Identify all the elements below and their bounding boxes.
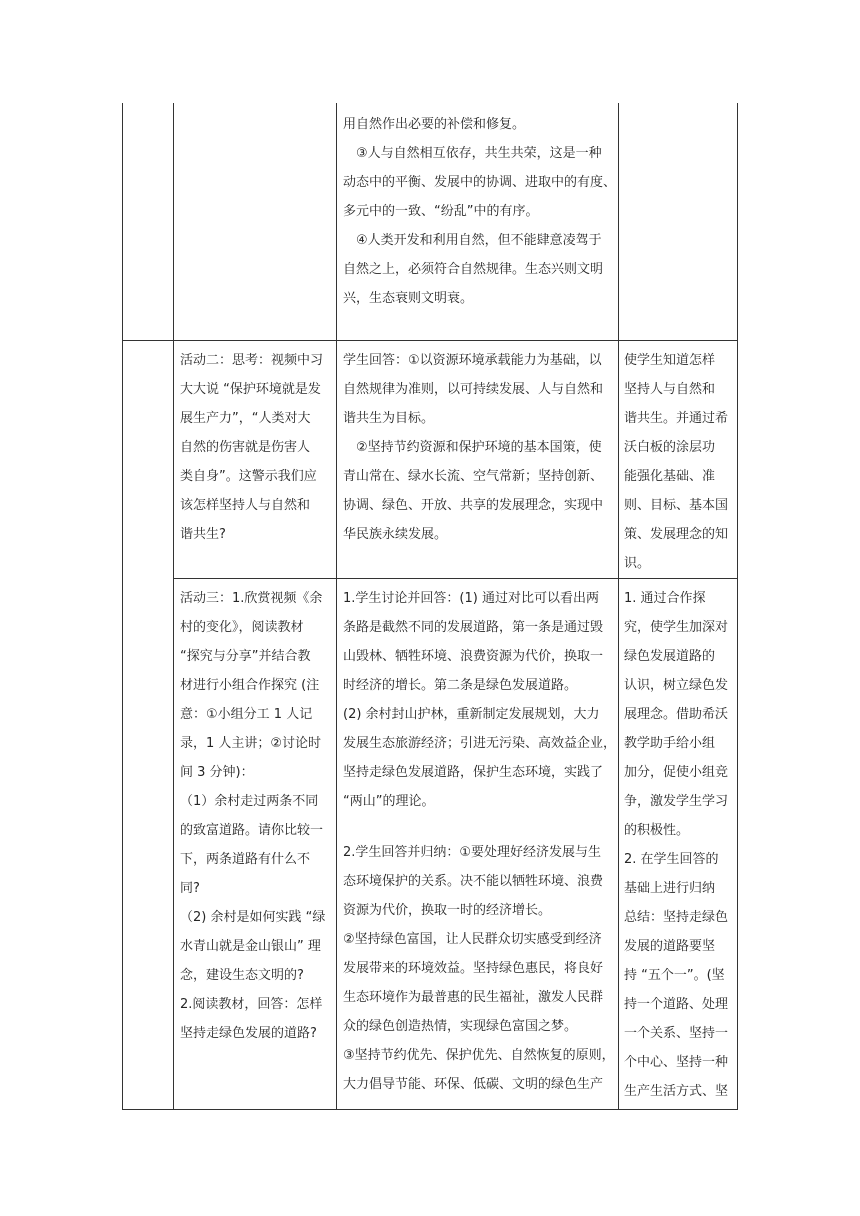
text-line: （1）余村走过两条不同 (180, 794, 319, 809)
text-line: 用自然作出必要的补偿和修复。 (343, 117, 526, 132)
text-line: 自然的伤害就是伤害人 (180, 440, 311, 455)
text-line: ②坚持节约资源和保护环境的基本国策，使 (343, 440, 602, 455)
text-line: （2) 余村是如何实践 “绿 (180, 910, 326, 925)
text-line: 该怎样坚持人与自然和 (180, 498, 311, 513)
text-line: 众的绿色创造热情，实现绿色富国之梦。 (343, 1019, 578, 1034)
text-line: 念，建设生态文明的? (180, 968, 304, 983)
text-line: 华民族永续发展。 (343, 527, 448, 542)
row1-student-cell (343, 110, 617, 313)
text-line: 则、目标、基本国 (624, 498, 729, 513)
text-line: 能强化基础、准 (624, 469, 716, 484)
table-border-right (737, 103, 738, 1110)
text-line: 认识，树立绿色发 (624, 678, 729, 693)
column-divider-2 (336, 103, 337, 1110)
text-line: “两山”的理论。 (343, 794, 435, 809)
column-divider-1 (173, 103, 174, 1110)
table-border-bottom (122, 1109, 738, 1110)
text-line: 类自身”。这警示我们应 (180, 469, 317, 484)
text-line: 资源为代价，换取一时的经济增长。 (343, 903, 552, 918)
text-line: 协调、绿色、开放、共享的发展理念，实现中 (343, 498, 604, 513)
text-line: 坚持人与自然和 (624, 382, 716, 397)
text-line: ②坚持绿色富国，让人民群众切实感受到经济 (343, 932, 602, 947)
text-line: 材进行小组合作探究 (注 (180, 678, 320, 693)
text-line: 持 “五个一”。(坚 (624, 968, 725, 983)
text-line: 村的变化》，阅读教材 (180, 620, 304, 635)
text-line: 1. 通过合作探 (624, 591, 706, 606)
text-line: 谐共生。并通过希 (624, 411, 729, 426)
text-line: 发展生态旅游经济；引进无污染、高效益企业， (343, 736, 617, 751)
column-divider-3 (618, 103, 619, 1110)
text-line: 活动二：思考：视频中习 (180, 353, 324, 368)
text-line: 自然规律为准则，以可持续发展、人与自然和 (343, 382, 604, 397)
text-line: 态环境保护的关系。决不能以牺牲环境、浪费 (343, 874, 604, 889)
text-line: 展理念。借助希沃 (624, 707, 729, 722)
text-line: 2.阅读教材，回答：怎样 (180, 997, 323, 1012)
text-line: 谐共生? (180, 527, 226, 542)
text-line: 间 3 分钟)： (180, 765, 254, 780)
text-line: 生态环境作为最普惠的民生福祉，激发人民群 (343, 990, 604, 1005)
text-line: 条路是截然不同的发展道路，第一条是通过毁 (343, 620, 604, 635)
text-line: 坚持走绿色发展道路，保护生态环境，实践了 (343, 765, 604, 780)
text-line: 总结：坚持走绿色 (624, 910, 729, 925)
text-line: 发展带来的环境效益。坚持绿色惠民，将良好 (343, 961, 604, 976)
text-line: 下，两条道路有什么不 (180, 852, 311, 867)
text-line: 谐共生为目标。 (343, 411, 435, 426)
text-line: 个中心、坚持一种 (624, 1055, 729, 1070)
text-line: 识。 (624, 556, 651, 571)
text-line: 活动三：1.欣赏视频《余 (180, 591, 323, 606)
text-line: 学生回答：①以资源环境承载能力为基础，以 (343, 353, 602, 368)
text-line: 青山常在、绿水长流、空气常新；坚持创新、 (343, 469, 604, 484)
text-line: 水青山就是金山银山” 理 (180, 939, 321, 954)
text-line: 同? (180, 881, 200, 896)
text-line: 录，1 人主讲；②讨论时 (180, 736, 322, 751)
text-line: 发展的道路要坚 (624, 939, 716, 954)
text-line: 意：①小组分工 1 人记 (180, 707, 313, 722)
text-line: 多元中的一致、“纷乱”中的有序。 (343, 204, 539, 219)
text-line: 究，使学生加深对 (624, 620, 729, 635)
row3-activity-cell (180, 584, 332, 1048)
text-line: 沃白板的涂层功 (624, 440, 716, 455)
row2-activity-cell (180, 346, 332, 549)
row3-intent-cell (624, 584, 734, 1106)
text-line: 争，激发学生学习 (624, 794, 729, 809)
text-line: 加分，促使小组竞 (624, 765, 729, 780)
text-line: 自然之上，必须符合自然规律。生态兴则文明 (343, 262, 604, 277)
text-line: 的积极性。 (624, 823, 690, 838)
text-line: 一个关系、坚持一 (624, 1026, 729, 1041)
text-line: 持一个道路、处理 (624, 997, 729, 1012)
row2-student-cell (343, 346, 613, 549)
text-line: 绿色发展道路的 (624, 649, 716, 664)
row-divider-2 (173, 578, 738, 579)
text-line: 基础上进行归纳 (624, 881, 716, 896)
text-line: 使学生知道怎样 (624, 353, 716, 368)
text-line: 大力倡导节能、环保、低碳、文明的绿色生产 (343, 1077, 604, 1092)
text-line: ④人类开发和利用自然，但不能肆意凌驾于 (343, 233, 602, 248)
text-line: 展生产力”，“人类对大 (180, 411, 311, 426)
text-line: 动态中的平衡、发展中的协调、进取中的有度、 (343, 175, 617, 190)
row3-student-cell (343, 584, 617, 1099)
paragraph-gap (343, 816, 613, 838)
text-line: 2. 在学生回答的 (624, 852, 719, 867)
row2-intent-cell (624, 346, 734, 578)
text-line: 山毁林、牺牲环境、浪费资源为代价，换取一 (343, 649, 604, 664)
text-line: (2) 余村封山护林，重新制定发展规划，大力 (343, 707, 600, 722)
text-line: ③坚持节约优先、保护优先、自然恢复的原则， (343, 1048, 615, 1063)
text-line: 的致富道路。请你比较一 (180, 823, 324, 838)
text-line: 生产生活方式、坚 (624, 1084, 729, 1099)
text-line: 坚持走绿色发展的道路? (180, 1026, 317, 1041)
text-line: 1.学生讨论并回答：(1) 通过对比可以看出两 (343, 591, 599, 606)
text-line: 2.学生回答并归纳：①要处理好经济发展与生 (343, 845, 602, 860)
text-line: 兴，生态衰则文明衰。 (343, 291, 474, 306)
table-border-left (122, 103, 123, 1110)
text-line: 策、发展理念的知 (624, 527, 729, 542)
text-line: “探究与分享”并结合教 (180, 649, 311, 664)
row-divider-1 (122, 340, 738, 341)
text-line: 时经济的增长。第二条是绿色发展道路。 (343, 678, 578, 693)
text-line: 大大说 “保护环境就是发 (180, 382, 321, 397)
text-line: 教学助手给小组 (624, 736, 716, 751)
text-line: ③人与自然相互依存，共生共荣，这是一种 (343, 146, 602, 161)
